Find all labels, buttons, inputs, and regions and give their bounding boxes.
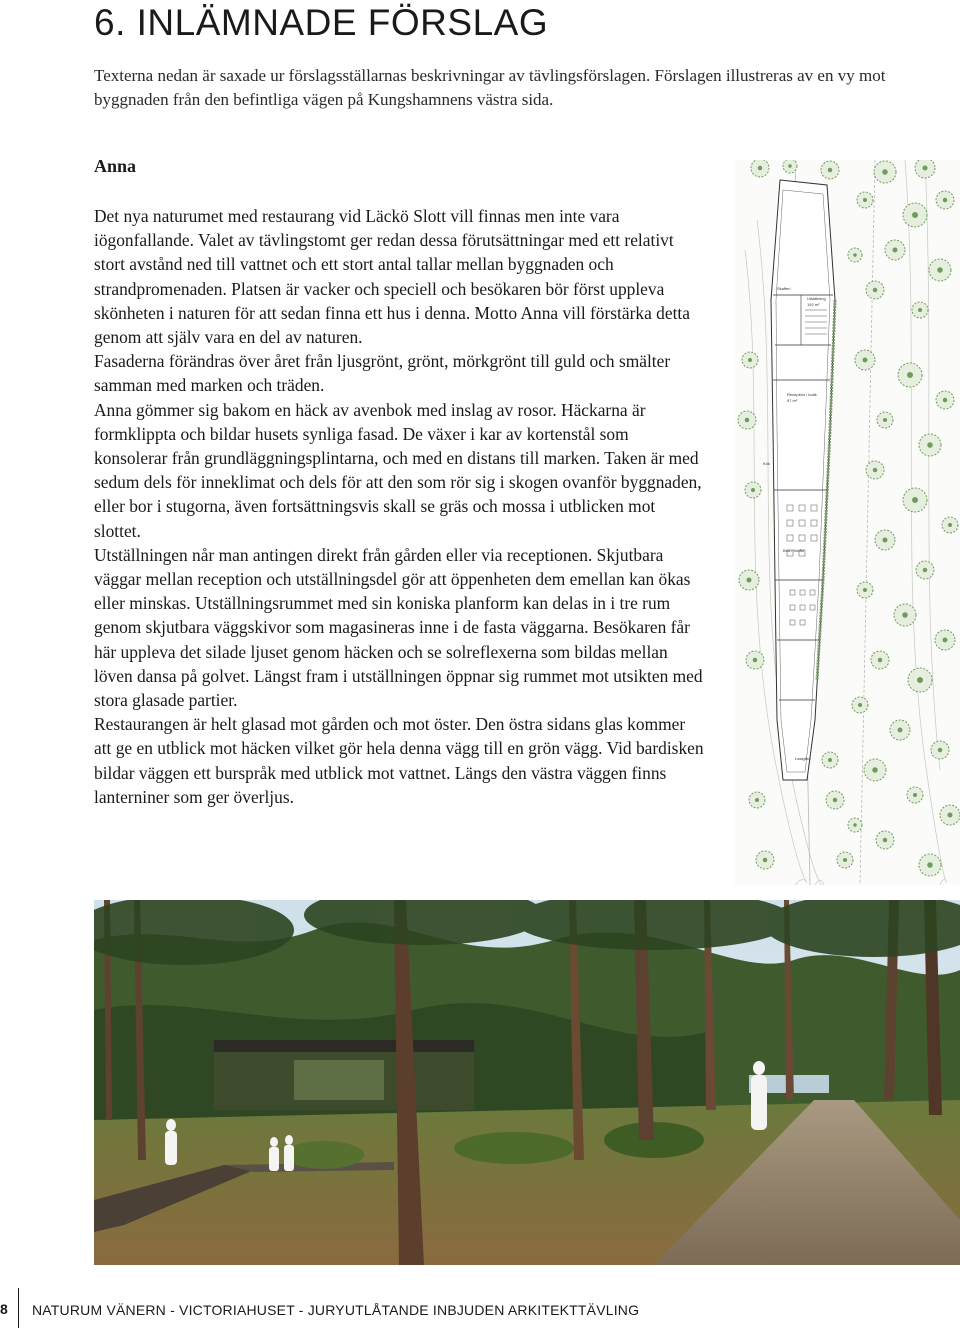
plan-tree-center [853,823,857,827]
plan-tree-center [843,858,847,862]
plan-tree-center [912,212,918,218]
plan-tree-center [828,168,833,173]
plan-tree-center [917,677,923,683]
proposal-name: Anna [94,156,137,176]
plan-tree-center [763,858,768,863]
proposal-visualization-photo [94,900,960,1265]
plan-tree-center [883,538,888,543]
plan-tree-center [902,612,908,618]
plan-tree-center [873,288,878,293]
plan-tree-center [923,166,928,171]
paragraph-2: Fasaderna förändras över året från ljusgrönt, grönt, mörkgrönt till guld och smälter samman med marken och träden. [94,351,671,396]
plan-tree-center [943,198,948,203]
plan-tree-center [938,748,943,753]
plan-tree-center [893,248,898,253]
paragraph-4: Utställningen når man antingen direkt från gården eller via receptionen. Skjutbara väggar mellan reception och utställningsdel gör att öppenheten dem emellan kan ökas eller minskas. Utställningsrummet med sin koniska planform kan delas in i tre rum genom skjutbara väggskivor som magasineras inne i de fasta väggarna. Besökaren får här uppleva det silade ljuset genom häcken och se solreflexerna som bildas mellan löven dansa på golvet. Längst fram i utställningen öppnar sig rummet mot utsikten med stora glasade partier. [94,544,703,711]
plan-tree-center [923,568,928,573]
site-plan-svg [735,160,960,885]
plan-tree-center [943,398,948,403]
plan-tree-center [948,523,952,527]
plan-label-skafferi: Skafferi [777,286,791,291]
plan-tree-center [745,418,750,423]
paragraph-3: Anna gömmer sig bakom en häck av avenbok med inslag av rosor. Häckarna är formklippta och bildar husets synliga fasad. De växer i kar av kortenstål som konsolerar från grundläggningsplintarna, och med en distans till marken. Taken är med sedum dels för inneklimat och dels för att den som rör sig i skogen ovanför byggnaden, eller bor i stugorna, även fortsättningsvis skall se gräs och mossa i utblicken mot slottet. [94,399,702,541]
plan-tree-center [913,793,917,797]
plan-tree-center [755,798,759,802]
plan-tree-center [788,164,792,168]
proposal-description [94,204,704,809]
plan-tree-center [872,767,878,773]
plan-trees [738,160,960,876]
plan-tree-center [943,638,948,643]
plan-tree-center [927,442,933,448]
plan-tree-center [751,488,755,492]
plan-label-kok: Kök [763,461,770,466]
plan-tree-center [833,798,838,803]
plan-tree-center [753,658,758,663]
plan-tree-center [918,308,922,312]
plan-label-reception: Reception / butik [787,392,817,397]
footer-divider [18,1288,19,1328]
plan-tree-center [853,253,857,257]
plan-tree-center [912,497,918,503]
plan-tree-center [907,372,913,378]
paragraph-1: Det nya naturumet med restaurang vid Läckö Slott vill finnas men inte vara iögonfallande. Valet av tävlingstomt ger redan dessa förutsättningar med ett relativt stort avstånd ned till vattnet och ett stort antal tallar mellan byggnaden och strandpromenaden. Platsen är vacker och speciell och besökaren bör först uppleva skönheten i naturen för att sedan finna ett hus i denna. Motto Anna vill förstärka detta genom att själv vara en del av naturen. [94,206,690,348]
plan-tree-center [883,838,888,843]
plan-tree-center [863,358,868,363]
plan-tree-center [858,703,862,707]
plan-tree-center [873,468,878,473]
plan-tree-center [898,728,903,733]
page-number: 8 [0,1301,8,1317]
plan-tree-center [948,813,953,818]
plan-tree-center [758,166,763,171]
plan-tree-center [863,588,867,592]
plan-label-reception-area: 97 m² [787,398,798,403]
plan-tree-center [937,267,943,273]
plan-tree-center [883,418,887,422]
plan-label-bod: Bod / förråd [783,548,804,553]
paragraph-5: Restaurangen är helt glasad mot gården och mot öster. Den östra sidans glas kommer att ge en utblick mot häcken vilket gör hela denna vägg till en grön vägg. Vid bardisken bildar väggen ett burspråk med utblick mot vattnet. Längs den västra väggen finns lanterniner som ger överljus. [94,714,704,807]
page-footer [0,1288,960,1328]
forest-scene-svg [94,900,960,1265]
plan-tree-center [747,578,752,583]
plan-label-utstallning: Utställning [807,296,826,301]
page-heading: 6. INLÄMNADE FÖRSLAG [94,2,549,43]
footer-title: NATURUM VÄNERN - VICTORIAHUSET - JURYUTLÅTANDE INBJUDEN ARKITEKTTÄVLING [32,1302,640,1318]
plan-tree-center [878,658,883,663]
plan-label-lastgard: Lastgård [795,756,811,761]
plan-tree-center [882,169,888,175]
plan-tree-center [927,862,933,868]
intro-text: Texterna nedan är saxade ur förslagsställarnas beskrivningar av tävlingsförslagen. Förslagen illustreras av en vy mot byggnaden från den befintliga vägen på Kungshamnens västra sida. [94,66,886,109]
plan-tree-center [748,358,752,362]
plan-tree-center [828,758,832,762]
site-plan-drawing [735,160,960,885]
plan-tree-center [863,198,867,202]
plan-label-utstallning-area: 192 m² [807,302,820,307]
